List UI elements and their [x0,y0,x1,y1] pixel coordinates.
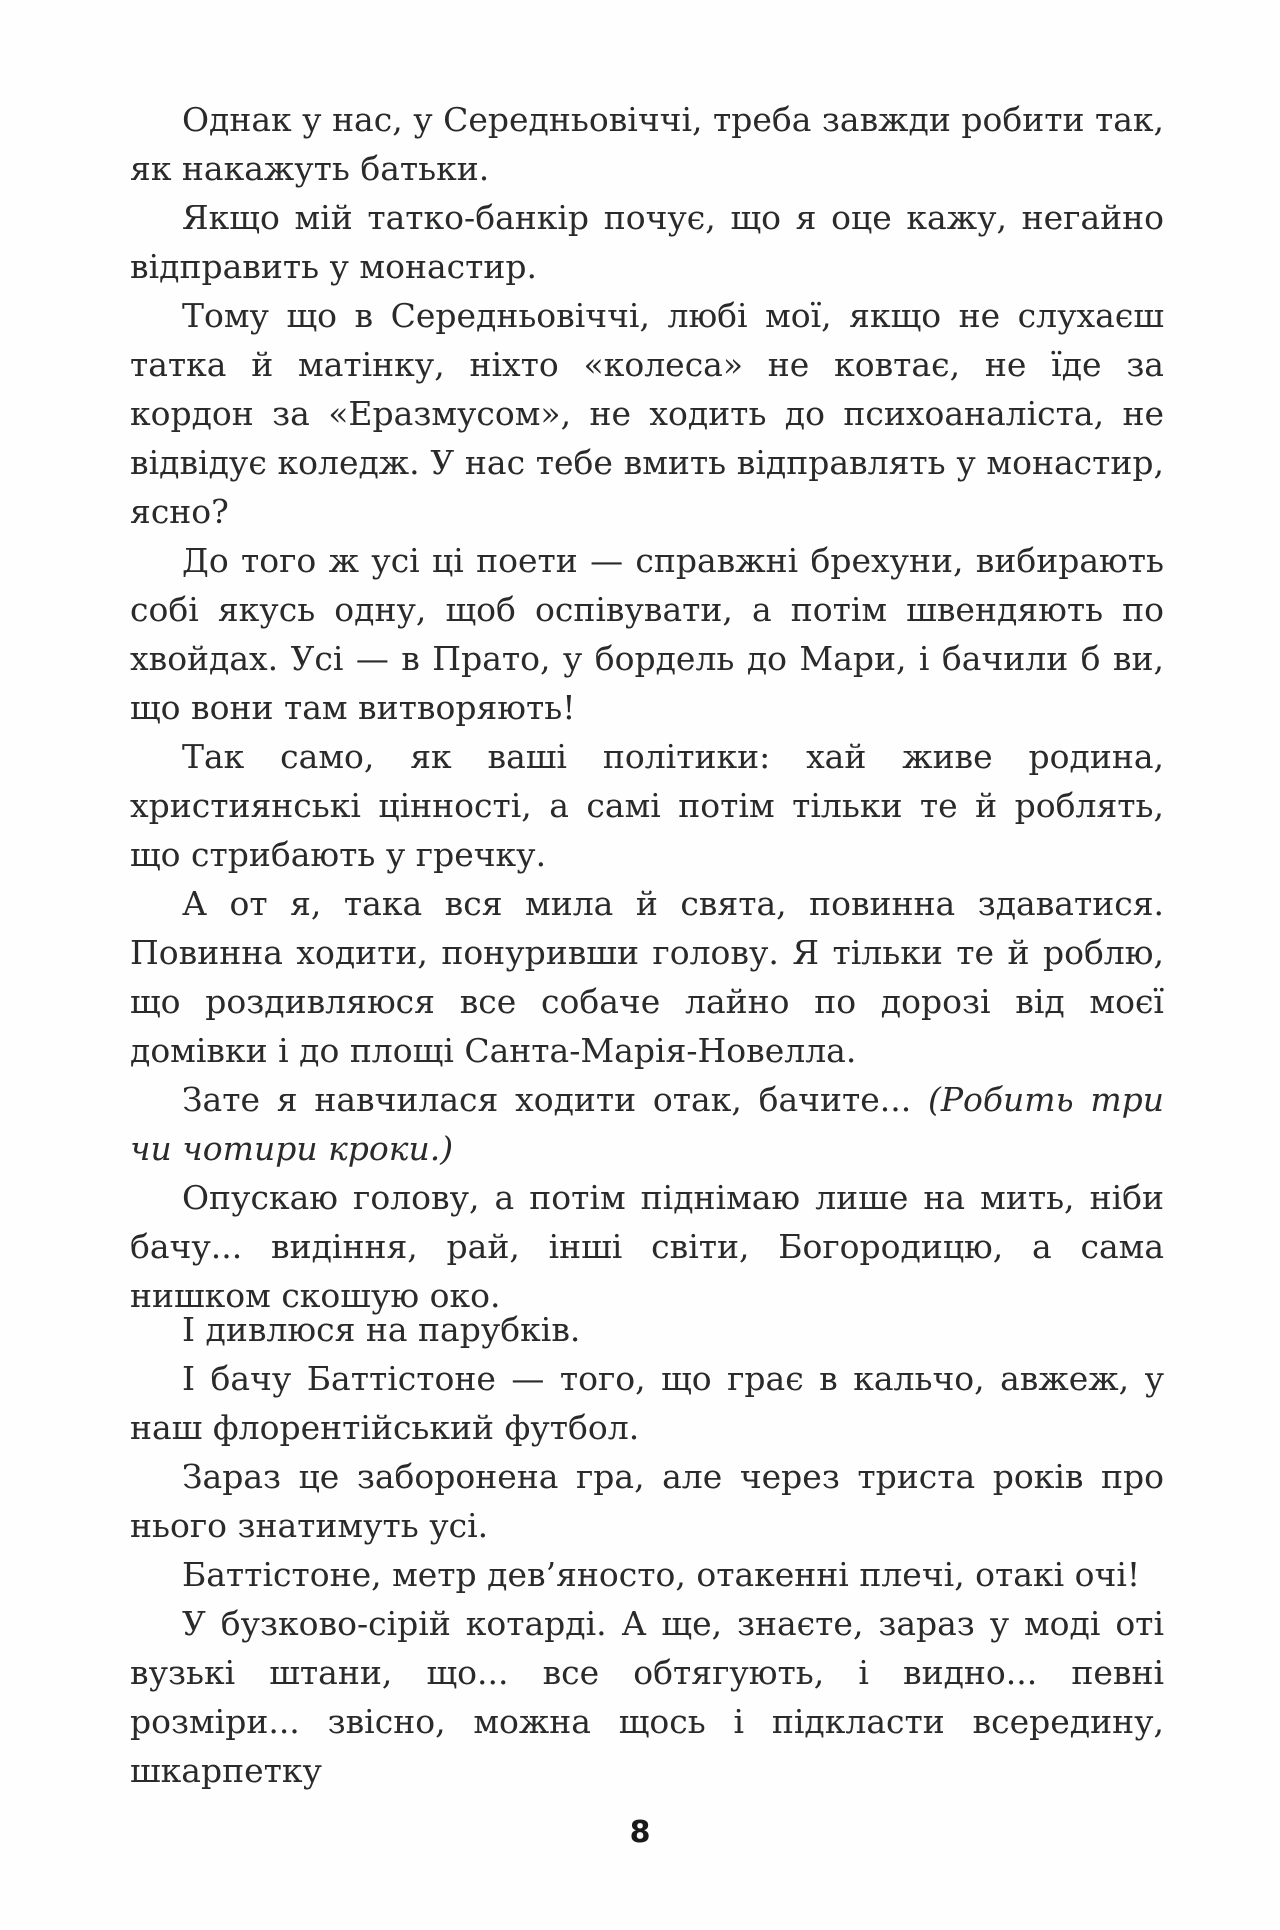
paragraph: Баттістоне, метр дев’яносто, отакенні плечі, отакі очі! [182,1555,1141,1594]
page-number: 8 [629,1815,651,1850]
paragraph-with-stage-direction [130,1075,1164,1173]
paragraph: У бузково-сірій котарді. А ще, знаєте, зараз у моді оті вузькі штани, що... все обтягують, і видно... певні розміри... звісно, можна щось і підкласти всередину, шкарпетку [130,1604,1164,1790]
paragraph: Зараз це заборонена гра, але через триста років про нього знатимуть усі. [130,1457,1164,1545]
paragraph: До того ж усі ці поети — справжні брехуни, вибирають собі якусь одну, щоб оспівувати, а потім швендяють по хвойдах. Усі — в Прато, у бордель до Мари, і бачили б ви, що вони там витворяють! [130,541,1164,727]
paragraph: Опускаю голову, а потім піднімаю лише на мить, ніби бачу... видіння, рай, інші світи, Богородицю, а сама нишком скошую око. [130,1178,1164,1315]
paragraph: Так само, як ваші політики: хай живе родина, християнські цінності, а самі потім тільки те й роблять, що стрибають у гречку. [130,737,1164,874]
paragraph: Однак у нас, у Середньовіччі, треба завжди робити так, як накажуть батьки. [130,100,1164,188]
text-section-2 [130,1305,1164,1795]
paragraph: А от я, така вся мила й свята, повинна здаватися. Повинна ходити, понуривши голову. Я тільки те й роблю, що роздивляюся все собаче лайно по дорозі від моєї домівки і до площі Санта-Марія-Новелла. [130,884,1164,1070]
paragraph: І бачу Баттістоне — того, що грає в кальчо, авжеж, у наш флорентійський футбол. [130,1359,1164,1447]
paragraph: І дивлюся на парубків. [182,1310,581,1349]
paragraph-text: Зате я навчилася ходити отак, бачите... [182,1080,928,1119]
paragraph: Якщо мій татко-банкір почує, що я оце кажу, негайно відправить у монастир. [130,198,1164,286]
paragraph: Тому що в Середньовіччі, любі мої, якщо не слухаєш татка й матінку, ніхто «колеса» не ковтає, не їде за кордон за «Еразмусом», не ходить до психоаналіста, не відвідує коледж. У нас тебе вмить відправлять у монастир, ясно? [130,296,1164,531]
text-section-1 [130,95,1164,1320]
stage-direction: (Робить три чи чотири кроки.) [130,1080,1164,1168]
